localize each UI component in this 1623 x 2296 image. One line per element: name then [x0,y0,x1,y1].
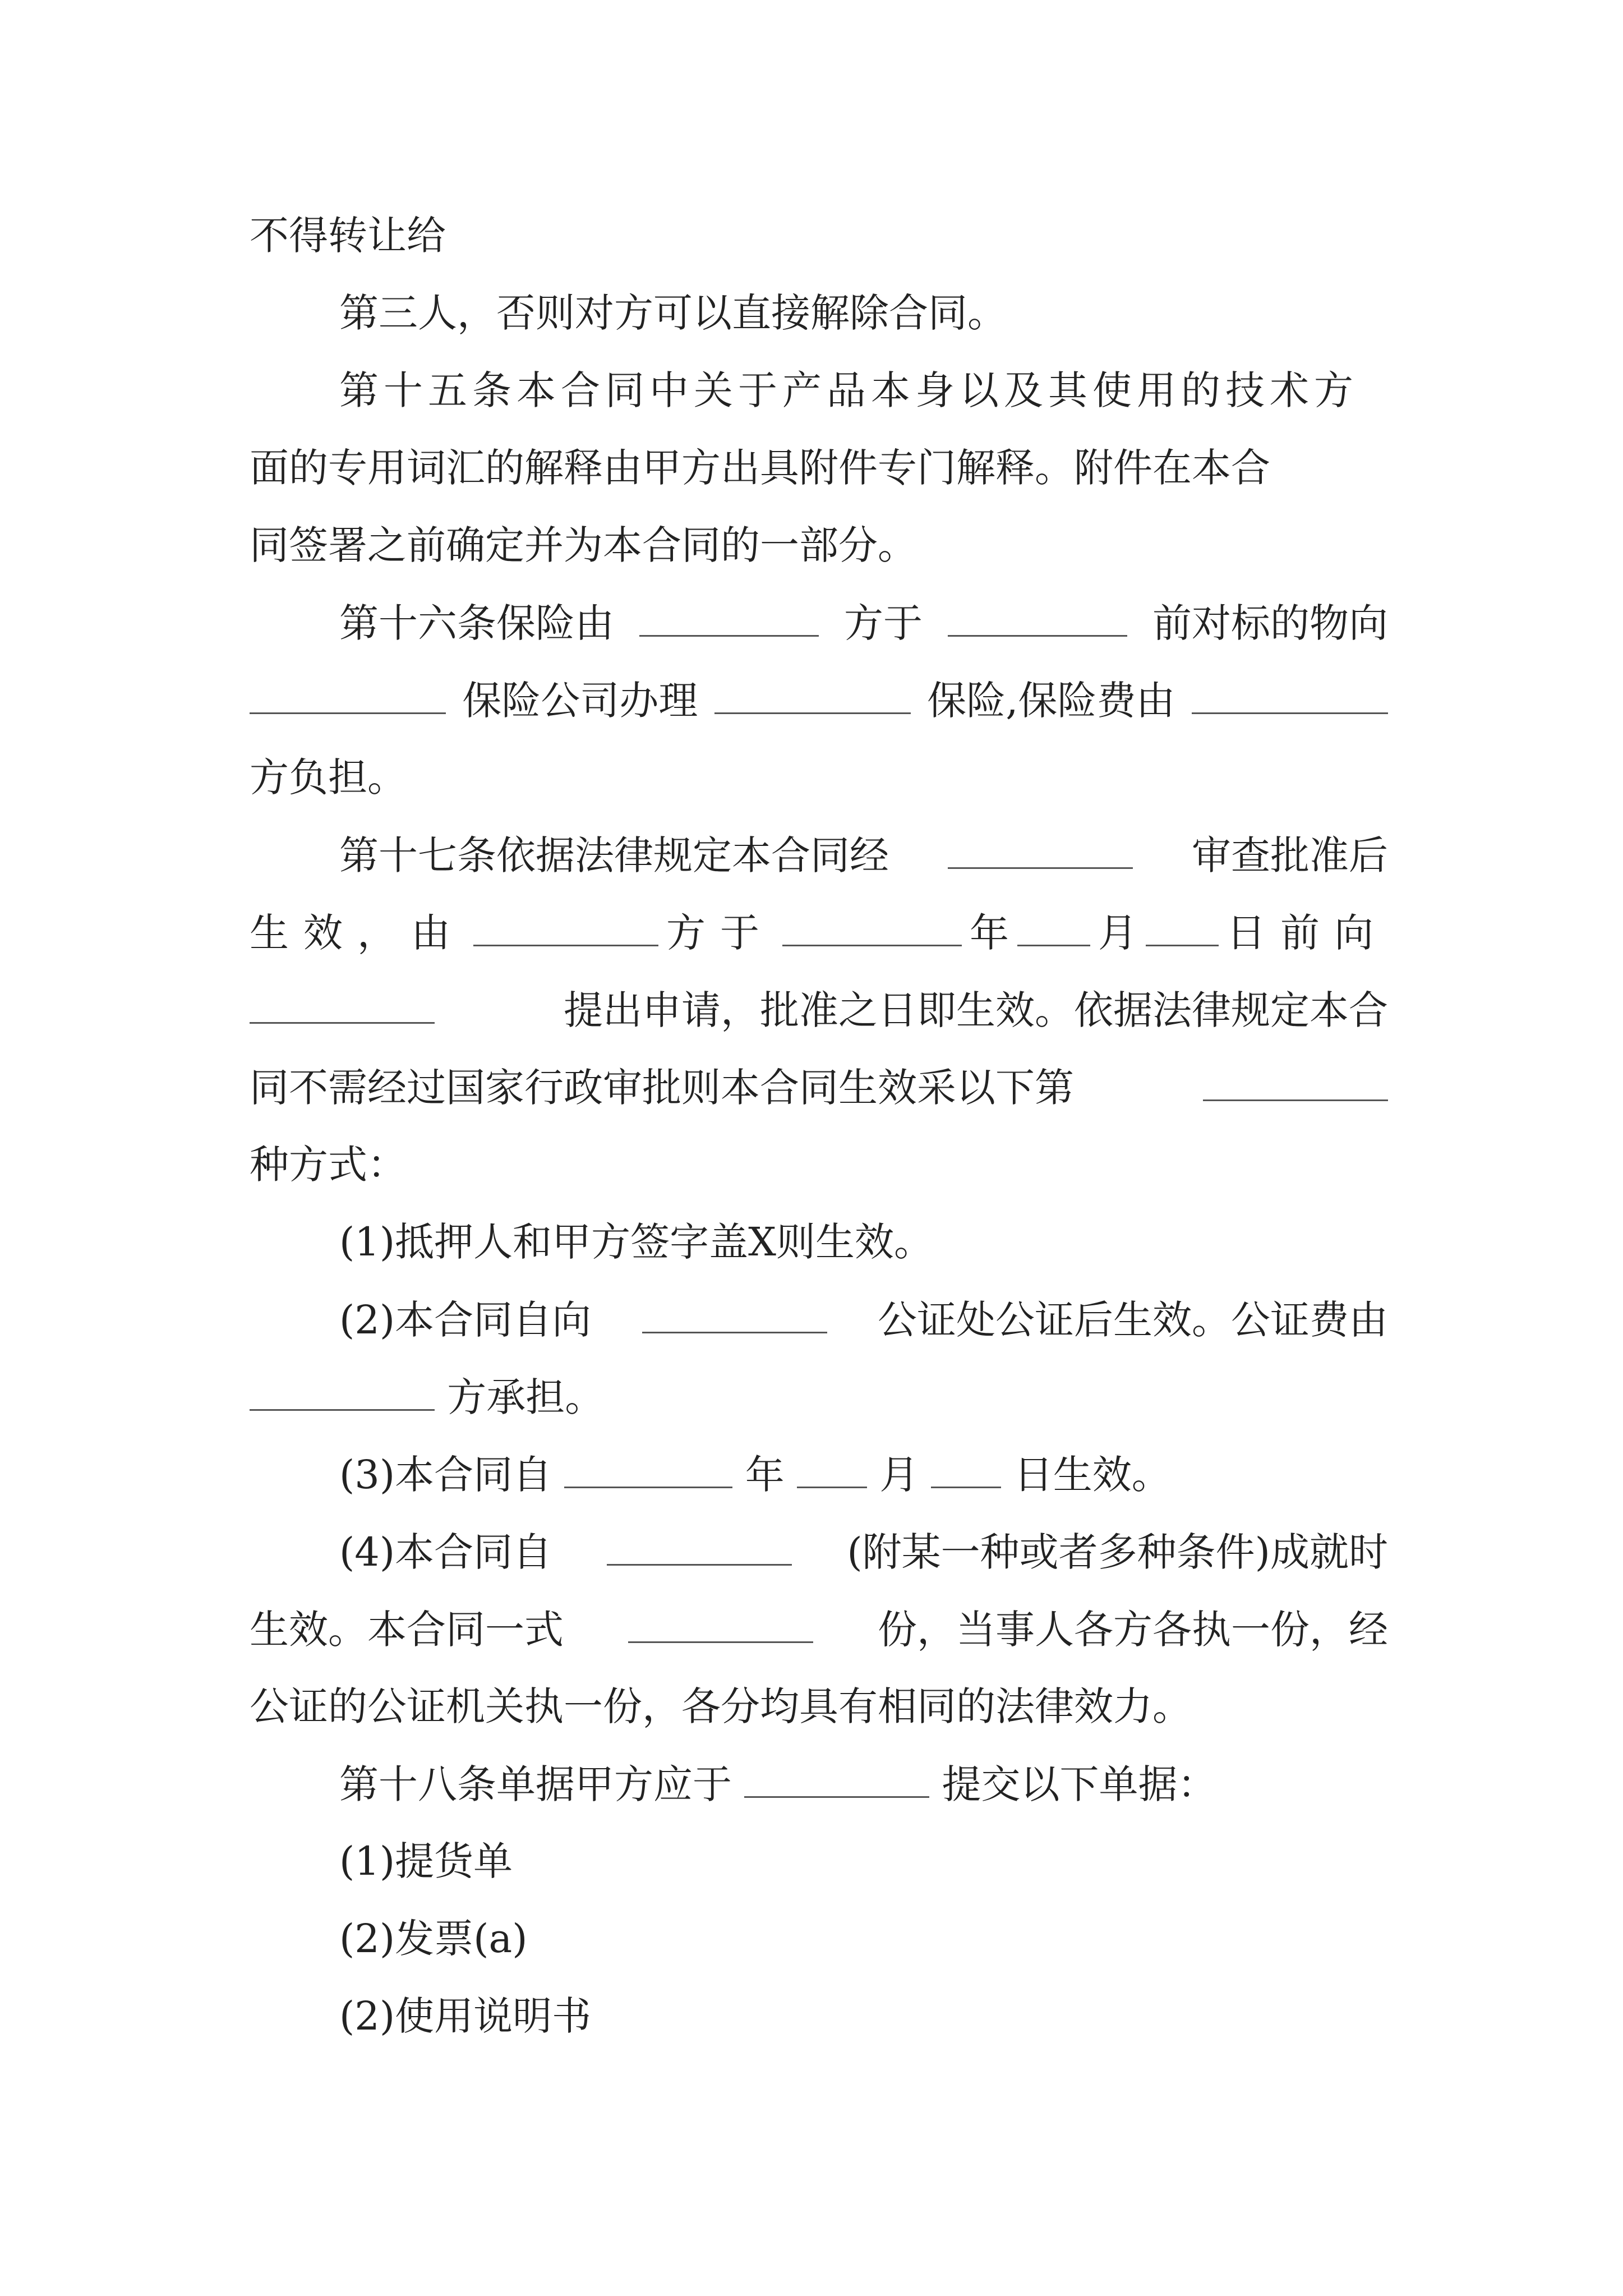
text-line [250,208,1388,264]
fill-in-blank[interactable] [250,672,446,714]
list-item [339,1911,1388,1967]
text-line [250,904,1388,960]
text-segment: 第十六条保险由 [339,600,614,646]
text-segment: 同不需经过国家行政审批则本合同生效采以下第 [250,1065,1074,1111]
text-line [250,672,1388,728]
article-18-line [339,1756,1388,1812]
text-line [339,1214,1388,1270]
text-segment: 生效，由 [250,910,465,956]
fill-in-blank[interactable] [1146,904,1219,946]
article-15-line [339,362,1388,418]
article-16-line [339,595,1388,651]
fill-in-blank[interactable] [642,1291,827,1333]
text-segment: 第十八条单据甲方应于 [339,1761,732,1807]
text-segment: (4)本合同自 [339,1529,552,1575]
fill-in-blank[interactable] [1192,672,1388,714]
text-segment: 日生效。 [1013,1452,1171,1498]
text-segment: 方于 [844,600,923,646]
text-segment: 第十五条本合同中关于产品本身以及其使用的技术方 [339,367,1358,413]
text-segment: (附某一种或者多种条件)成就时 [847,1529,1388,1575]
text-segment: 前对标的物向 [1152,600,1388,646]
text-line [250,517,1388,573]
fill-in-blank[interactable] [473,904,658,946]
text-segment: (3)本合同自 [339,1452,552,1498]
text-segment: 保险公司办理 [462,678,698,724]
fill-in-blank[interactable] [948,595,1127,637]
fill-in-blank[interactable] [564,1446,732,1488]
text-segment: 不得转让给 [250,213,446,259]
article-17-line [339,827,1388,883]
fill-in-blank[interactable] [782,904,962,946]
fill-in-blank[interactable] [744,1756,929,1798]
text-line [250,1137,1388,1193]
fill-in-blank[interactable] [250,1369,435,1411]
text-line [339,285,1388,341]
fill-in-blank[interactable] [948,827,1133,869]
text-line [250,982,1388,1038]
text-segment: 同签署之前确定并为本合同的一部分。 [250,522,917,568]
fill-in-blank[interactable] [250,982,435,1024]
list-item [339,1988,1388,2044]
text-segment: 种方式： [250,1142,407,1188]
text-segment: (2)使用说明书 [339,1993,592,2039]
text-line [250,1369,1388,1425]
text-line [250,1059,1388,1115]
text-line [339,1291,1388,1347]
text-segment: 方承担。 [447,1374,605,1420]
text-line [339,1524,1388,1580]
fill-in-blank[interactable] [714,672,911,714]
text-segment: 方负担。 [250,754,407,800]
list-item [339,1833,1388,1889]
text-segment: 方于 [666,910,774,956]
fill-in-blank[interactable] [797,1446,867,1488]
text-segment: 提出申请，批准之日即生效。依据法律规定本合 [564,987,1388,1033]
text-segment: 月 [1098,910,1137,956]
text-segment: 第十七条依据法律规定本合同经 [339,832,889,878]
text-segment: (2)发票(a) [339,1916,528,1962]
text-segment: 年 [970,910,1009,956]
text-segment: 审查批准后 [1192,832,1388,878]
text-segment: 份，当事人各方各执一份，经 [878,1607,1388,1653]
text-segment: (1)提货单 [339,1838,513,1884]
text-line [250,440,1388,496]
fill-in-blank[interactable] [628,1601,813,1643]
text-segment: 保险,保险费由 [927,678,1175,724]
text-segment: 年 [745,1452,785,1498]
text-segment: 月 [879,1452,919,1498]
text-segment: 第三人，否则对方可以直接解除合同。 [339,290,1007,336]
fill-in-blank[interactable] [639,595,819,637]
text-segment: 公证处公证后生效。公证费由 [878,1297,1388,1343]
text-line [250,1601,1388,1657]
fill-in-blank[interactable] [931,1446,1001,1488]
text-line [339,1446,1388,1502]
text-line [250,1678,1388,1734]
text-segment: 公证的公证机关执一份，各分均具有相同的法律效力。 [250,1683,1192,1729]
fill-in-blank[interactable] [1203,1059,1388,1101]
fill-in-blank[interactable] [1017,904,1090,946]
text-segment: 提交以下单据： [942,1761,1217,1807]
text-segment: 日前向 [1227,910,1388,956]
text-segment: 面的专用词汇的解释由甲方出具附件专门解释。附件在本合 [250,445,1270,491]
text-segment: 生效。本合同一式 [250,1607,564,1653]
text-segment: (1)抵押人和甲方签字盖X则生效。 [339,1219,933,1265]
text-segment: (2)本合同自向 [339,1297,592,1343]
text-line [250,749,1388,806]
fill-in-blank[interactable] [607,1524,792,1566]
